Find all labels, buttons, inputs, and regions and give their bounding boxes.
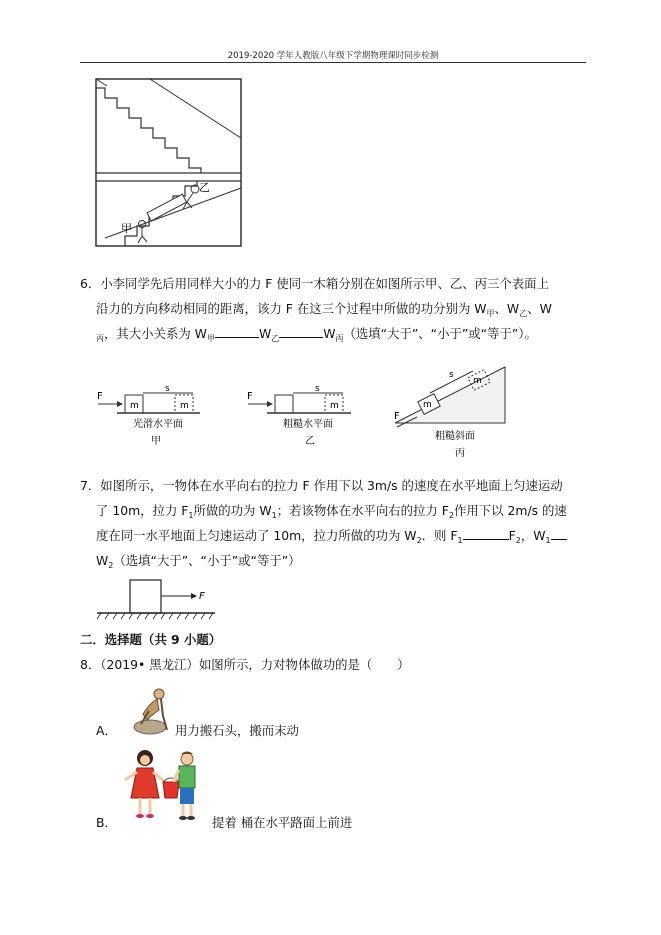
q7-text3a: 度在同一水平地面上匀速运动了 10m，拉力所做的功为 W [96,528,417,543]
q7-blank-2[interactable] [551,527,567,540]
q7-line4 [96,552,301,575]
q6-line1 [80,275,549,293]
fig3-m2: m [473,376,482,386]
fig3-m: m [423,400,432,410]
q7-text3d: ，W [520,528,546,543]
q7-sub-d: 2 [416,536,422,545]
fig2-s: s [315,384,320,394]
stairs-label-yi: 乙 [199,181,210,194]
q7-sub-a: 1 [188,511,194,520]
q7-text1: 如图所示，一物体在水平向右的拉力 F 作用下以 3m/s 的速度在水平地面上匀速运动 [100,478,563,493]
q8-stem [80,656,409,674]
page-header: 2019-2020 学年人教版八年级下学期物理课时同步检测 [227,51,439,61]
q6-w-bing: W [323,326,336,341]
q6-sub-jia-2: 甲 [206,334,215,343]
fig2-F: F [247,391,253,402]
q6-sub-bing-2: 丙 [335,334,344,343]
q8-stem-text: （2019• 黑龙江）如图所示，力对物体做功的是（ ） [100,657,410,672]
q7-text3c: F [508,528,516,543]
fig1-m2: m [180,401,189,411]
q7-sub-e: 1 [457,536,463,545]
fig1-F: F [97,391,103,402]
q6-text2: 沿力的方向移动相同的距离，该力 F 在这三个过程中所做的功分别为 W [96,301,487,316]
section-2-title: 二．选择题（共 9 小题） [80,632,222,647]
stairs-label-jia: 甲 [121,222,132,235]
q7-text2c: ；若该物体在水平向右的拉力 F [276,503,449,518]
q6-text1: 小李同学先后用同样大小的力 F 使同一木箱分别在如图所示甲、乙、丙三个表面上 [100,276,549,291]
q7-number: 7． [80,478,101,493]
q7-sub-h: 2 [108,561,114,570]
q7-fig-F: F [199,591,205,602]
q6-blank-2[interactable] [279,325,323,338]
q8-option-a-label[interactable]: A． [96,723,117,738]
q8-option-b-text: 提着 桶在水平路面上前进 [212,815,353,830]
fig3-F: F [394,411,400,422]
header-rule [80,62,586,63]
q6-text3-end: （选填“大于”、“小于”或“等于”）。 [343,326,537,341]
q7-text3b: ．则 F [421,528,458,543]
q6-blank-1[interactable] [215,325,259,338]
option-b-image [113,746,208,826]
fig1-label: 甲 [151,436,161,447]
q7-line3 [96,527,567,550]
q8-option-a-text: 用力搬石头，搬而末动 [175,723,299,738]
q6-line3 [96,325,537,348]
fig2-label: 乙 [305,436,315,447]
q6-sub-bing: 丙 [96,334,104,343]
q6-sub-jia: 甲 [486,309,495,318]
stairs-figure [95,78,243,248]
q6-sep2: 、W [527,301,552,316]
q7-figure [95,575,220,623]
fig3-s: s [449,370,454,380]
q7-line2 [96,502,567,525]
fig3-caption: 粗糙斜面 [435,431,475,442]
q6-sub-yi: 乙 [519,309,528,318]
q6-line2 [96,300,552,323]
option-a-image [127,686,175,736]
q8-option-b-label[interactable]: B． [96,815,117,830]
q7-sub-f: 2 [515,536,521,545]
q7-text4b: （选填“大于”、“小于”或“等于”） [113,553,301,568]
q6-number: 6． [80,276,101,291]
fig1-s: s [165,384,170,394]
fig1-caption: 光滑水平面 [133,419,183,430]
fig2-m: m [330,401,339,411]
q7-blank-1[interactable] [463,527,509,540]
q7-sub-g: 1 [545,536,551,545]
q6-text3a: ，其大小关系为 W [104,326,207,341]
q6-figure [95,365,515,465]
q7-text2d: 作用下以 2m/s 的速 [454,503,567,518]
q7-sub-c: 2 [448,511,454,520]
q7-text2b: 所做的功为 W [193,503,272,518]
q7-text4a: W [96,553,109,568]
q8-number: 8． [80,657,101,672]
fig2-caption: 粗糙水平面 [283,419,333,430]
q6-w-yi: W [258,326,272,341]
q7-text2a: 了 10m，拉力 F [96,503,189,518]
fig3-label: 丙 [455,448,465,459]
q6-sub-yi-2: 乙 [271,334,280,343]
q7-sub-b: 1 [271,511,277,520]
q6-sep: 、W [494,301,520,316]
fig1-m: m [130,401,139,411]
q7-line1 [80,477,563,495]
